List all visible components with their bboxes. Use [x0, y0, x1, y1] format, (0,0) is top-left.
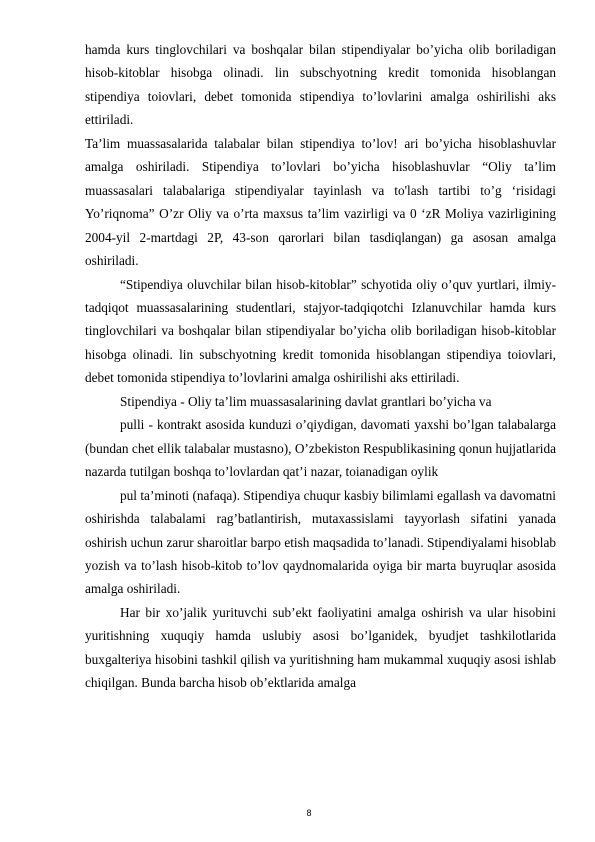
paragraph-5: pulli - kontrakt asosida kunduzi o’qiydigan, davomati yaxshi bo’lgan talabalarga (bundan chet ellik talabalar mustasno), O’zbekiston Respublikasining qonun hujjatlarida nazarda tutilgan boshqa to’lovlardan qat’i nazar, toianadigan oylik — [85, 417, 556, 480]
document-body — [85, 38, 556, 695]
paragraph-3: “Stipendiya oluvchilar bilan hisob-kitoblar” schyotida oliy o’quv yurtlari, ilmiy-tadqiqot muassasalarining studentlari, stajyor-tadqiqotchi Izlanuvchilar hamda kurs tinglovchilari va boshqalar bilan stipendiyalar bo’yicha olib boriladigan hisob-kitoblar hisobga olinadi. lin subschyotning kredit tomonida hisoblangan stipendiya toiovlari, debet tomonida stipendiya to’lovlarini amalga oshirilishi aks ettiriladi. — [85, 276, 556, 386]
paragraph-2: Ta’lim muassasalarida talabalar bilan stipendiya to’lov! ari bo’yicha hisoblashuvlar amalga oshiriladi. Stipendiya to’lovlari bo’yicha hisoblashuvlar “Oliy ta’lim muassasalari talabalariga stipendiyalar tayinlash va to'lash tartibi to’g ‘risidagi Yo’riqnoma” O’zr Oliy va o’rta maxsus ta’lim vazirligi va 0 ‘zR Moliya vazirligining 2004-yil 2-martdagi 2P, 43-son qarorlari bilan tasdiqlangan) ga asosan amalga oshiriladi. — [85, 135, 556, 269]
paragraph-4: Stipendiya - Oliy ta’lim muassasalarining davlat grantlari bo’yicha va — [120, 393, 492, 409]
paragraph-7: Har bir xo’jalik yurituvchi sub’ekt faoliyatini amalga oshirish va ular hisobini yuritishning xuquqiy hamda uslubiy asosi bo’lganidek, byudjet tashkilotlarida buxgalteriya hisobini tashkil qilish va yuritishning ham mukammal xuquqiy asosi ishlab chiqilgan. Bunda barcha hisob ob’ektlarida amalga — [85, 604, 556, 691]
page-number: 8 — [306, 808, 312, 818]
paragraph-6: pul ta’minoti (nafaqa). Stipendiya chuqur kasbiy bilimlami egallash va davomatni oshirishda talabalami rag’batlantirish, mutaxassislami tayyorlash sifatini yanada oshirish uchun zarur sharoitlar barpo etish maqsadida to’lanadi. Stipendiyalami hisoblab yozish va to’lash hisob-kitob to’lov qaydnomalarida oyiga bir marta buyruqlar asosida amalga oshiriladi. — [85, 487, 556, 597]
paragraph-1: hamda kurs tinglovchilari va boshqalar bilan stipendiyalar bo’yicha olib boriladigan hisob-kitoblar hisobga olinadi. lin subschyotning kredit tomonida hisoblangan stipendiya toiovlari, debet tomonida stipendiya to’lovlarini amalga oshirilishi aks ettiriladi. — [85, 42, 556, 128]
